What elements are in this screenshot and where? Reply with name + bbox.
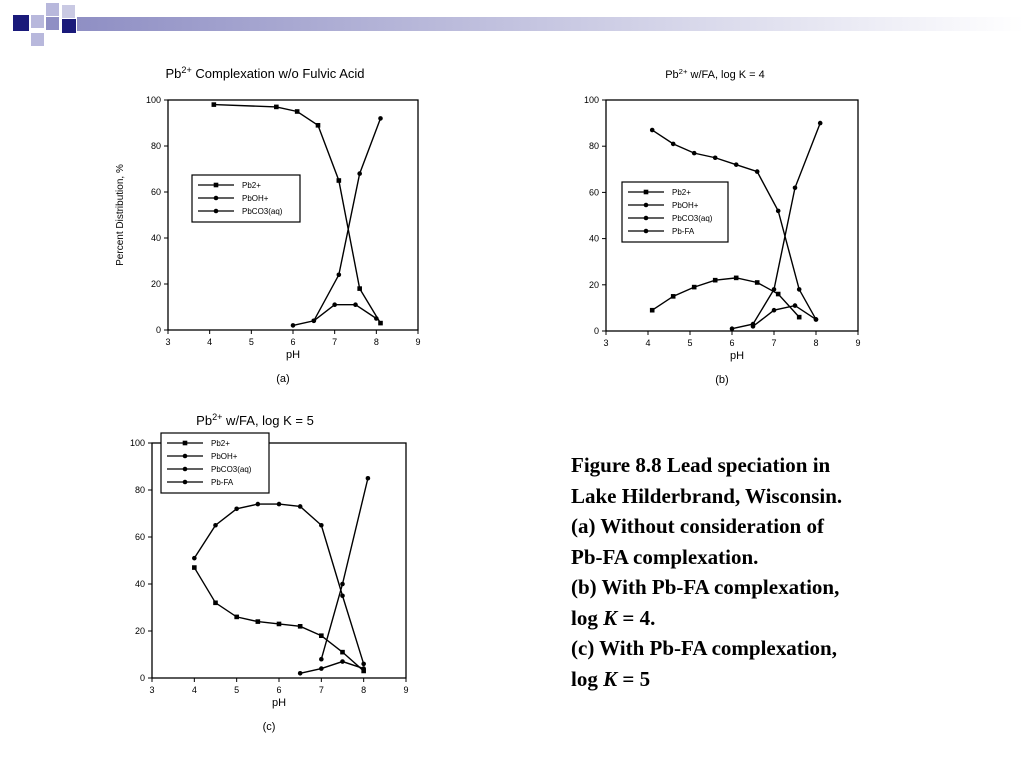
data-point <box>793 185 798 190</box>
data-point <box>319 666 324 671</box>
caption-line: log K = 4. <box>571 605 656 630</box>
legend-label: Pb2+ <box>672 188 691 197</box>
caption-line: (c) With Pb-FA complexation, <box>571 636 837 660</box>
data-point <box>256 502 261 507</box>
data-point <box>214 209 219 214</box>
data-point <box>234 615 239 620</box>
data-point <box>361 666 366 671</box>
data-point <box>183 480 188 485</box>
caption-line: Pb-FA complexation. <box>571 544 759 569</box>
data-point <box>671 142 676 147</box>
chart-b <box>585 60 875 395</box>
legend <box>192 175 300 222</box>
x-tick-label: 8 <box>813 338 819 348</box>
chart-c <box>130 405 430 745</box>
y-tick-label: 0 <box>139 673 145 683</box>
y-tick-label: 20 <box>588 279 599 290</box>
series-line <box>194 504 363 664</box>
y-tick-label: 0 <box>155 325 161 335</box>
x-tick-label: 3 <box>603 338 609 348</box>
data-point <box>751 322 756 327</box>
caption-line: log K = 5 <box>571 666 651 691</box>
data-point <box>340 582 345 587</box>
decor-square <box>13 15 29 31</box>
data-point <box>755 280 760 285</box>
x-axis-label: pH <box>729 350 745 362</box>
x-tick-label: 9 <box>403 685 409 695</box>
data-point <box>755 169 760 174</box>
x-tick-label: 6 <box>290 337 296 347</box>
y-tick-label: 20 <box>134 626 145 636</box>
data-point <box>277 502 282 507</box>
panel-label: (b) <box>715 374 729 386</box>
data-point <box>277 622 282 627</box>
data-point <box>212 102 217 107</box>
data-point <box>340 650 345 655</box>
data-point <box>818 121 823 126</box>
series-line <box>293 118 381 325</box>
x-tick-label: 8 <box>361 685 367 695</box>
data-point <box>298 624 303 629</box>
legend-label: PbCO3(aq) <box>242 207 283 216</box>
caption-line: Figure 8.8 Lead speciation in <box>571 453 831 477</box>
y-tick-label: 60 <box>150 187 161 197</box>
data-point <box>319 633 324 638</box>
legend-label: PbCO3(aq) <box>672 214 713 223</box>
slide-decoration <box>0 0 1024 50</box>
x-tick-label: 9 <box>415 337 421 347</box>
data-point <box>213 601 218 606</box>
data-point <box>319 523 324 528</box>
x-tick-label: 6 <box>276 685 282 695</box>
y-axis-label: Percent Distribution, % <box>115 164 126 266</box>
x-tick-label: 5 <box>687 338 693 348</box>
data-point <box>357 286 362 291</box>
data-point <box>332 302 337 307</box>
x-tick-label: 5 <box>234 685 240 695</box>
series-pb2- <box>192 565 366 673</box>
y-tick-label: 100 <box>583 95 599 105</box>
data-point <box>312 319 317 324</box>
data-point <box>340 659 345 664</box>
x-tick-label: 6 <box>729 338 735 348</box>
chart-a <box>95 60 435 395</box>
data-point <box>298 504 303 509</box>
data-point <box>378 116 383 121</box>
series-pbco3-aq- <box>319 476 370 662</box>
data-point <box>814 317 819 322</box>
legend-label: Pb2+ <box>242 181 261 190</box>
y-tick-label: 40 <box>134 579 145 589</box>
data-point <box>692 151 697 156</box>
data-point <box>793 303 798 308</box>
data-point <box>357 171 362 176</box>
x-tick-label: 4 <box>207 337 213 347</box>
figure-caption <box>571 450 1001 694</box>
y-tick-label: 40 <box>588 233 599 244</box>
data-point <box>797 315 802 320</box>
data-point <box>295 109 300 114</box>
data-point <box>274 105 279 110</box>
decor-square <box>46 3 59 16</box>
y-tick-label: 80 <box>134 485 145 495</box>
series-line <box>732 123 820 329</box>
chart-title: $Pb^{2+}$ w/FA, log K = 4 <box>665 66 765 81</box>
caption-line: (a) Without consideration of <box>571 514 824 538</box>
data-point <box>183 467 188 472</box>
series-line <box>314 305 377 321</box>
decor-square <box>31 15 44 28</box>
data-point <box>650 128 655 133</box>
legend-label: PbCO3(aq) <box>211 465 252 474</box>
data-point <box>378 321 383 326</box>
data-point <box>366 476 371 481</box>
decor-square <box>31 33 44 46</box>
data-point <box>256 619 261 624</box>
legend-label: Pb-FA <box>672 227 695 236</box>
series-pb-fa <box>192 502 366 666</box>
x-tick-label: 9 <box>855 338 861 348</box>
series-line <box>321 478 368 659</box>
data-point <box>772 287 777 292</box>
caption-italic: K <box>603 666 618 691</box>
decor-square <box>62 5 75 18</box>
legend <box>161 433 269 493</box>
x-tick-label: 7 <box>318 685 324 695</box>
x-tick-label: 8 <box>373 337 379 347</box>
y-tick-label: 60 <box>134 532 145 542</box>
series-pbco3-aq- <box>291 116 383 328</box>
x-tick-label: 4 <box>645 338 651 348</box>
data-point <box>183 454 188 459</box>
panel-label: (a) <box>276 373 290 385</box>
data-point <box>776 292 781 297</box>
data-point <box>353 302 358 307</box>
y-tick-label: 100 <box>145 95 161 105</box>
data-point <box>291 323 296 328</box>
chart-title: $Pb^{2+}$ w/FA, log K = 5 <box>196 412 314 428</box>
x-axis-label: pH <box>271 697 287 709</box>
data-point <box>234 507 239 512</box>
data-point <box>734 276 739 281</box>
legend-label: Pb-FA <box>211 478 234 487</box>
data-point <box>730 326 735 331</box>
data-point <box>644 216 649 221</box>
data-point <box>644 203 649 208</box>
data-point <box>298 671 303 676</box>
data-point <box>772 308 777 313</box>
series-pbco3-aq- <box>730 121 823 331</box>
data-point <box>192 565 197 570</box>
data-point <box>214 183 219 188</box>
data-point <box>374 316 379 321</box>
legend-label: PbOH+ <box>672 201 699 210</box>
data-point <box>337 273 342 278</box>
x-tick-label: 7 <box>332 337 338 347</box>
y-tick-label: 20 <box>150 279 161 289</box>
y-tick-label: 100 <box>129 438 145 448</box>
y-tick-label: 80 <box>588 141 599 152</box>
data-point <box>213 523 218 528</box>
data-point <box>734 162 739 167</box>
data-point <box>183 441 188 446</box>
data-point <box>713 278 718 283</box>
x-tick-label: 4 <box>191 685 197 695</box>
legend-label: PbOH+ <box>211 452 238 461</box>
series-pboh- <box>298 659 366 675</box>
caption-italic: K <box>603 605 618 630</box>
legend-label: PbOH+ <box>242 194 269 203</box>
x-tick-label: 3 <box>149 685 155 695</box>
legend-label: Pb2+ <box>211 439 230 448</box>
y-tick-label: 80 <box>150 141 161 151</box>
x-tick-label: 3 <box>165 337 171 347</box>
data-point <box>644 190 649 195</box>
chart-title: $Pb^{2+}$ Complexation w/o Fulvic Acid <box>165 65 365 81</box>
data-point <box>797 287 802 292</box>
decor-square <box>62 19 76 33</box>
caption-line: Lake Hilderbrand, Wisconsin. <box>571 483 843 508</box>
data-point <box>319 657 324 662</box>
data-point <box>671 294 676 299</box>
x-tick-label: 7 <box>771 338 777 348</box>
y-tick-label: 60 <box>588 187 599 198</box>
decor-band <box>77 17 1024 31</box>
series-pboh- <box>751 303 819 328</box>
data-point <box>340 593 345 598</box>
y-tick-label: 40 <box>150 233 161 243</box>
panel-label: (c) <box>262 721 276 733</box>
decor-square <box>46 17 59 30</box>
x-tick-label: 5 <box>248 337 254 347</box>
data-point <box>692 285 697 290</box>
x-axis-label: pH <box>285 349 301 361</box>
data-point <box>776 209 781 214</box>
data-point <box>713 155 718 160</box>
legend <box>622 182 728 242</box>
data-point <box>644 229 649 234</box>
data-point <box>650 308 655 313</box>
data-point <box>361 662 366 667</box>
y-tick-label: 0 <box>593 326 599 336</box>
caption-line: (b) With Pb-FA complexation, <box>571 575 840 599</box>
data-point <box>316 123 321 128</box>
data-point <box>214 196 219 201</box>
data-point <box>337 178 342 183</box>
series-pb2- <box>650 276 802 320</box>
data-point <box>192 556 197 561</box>
